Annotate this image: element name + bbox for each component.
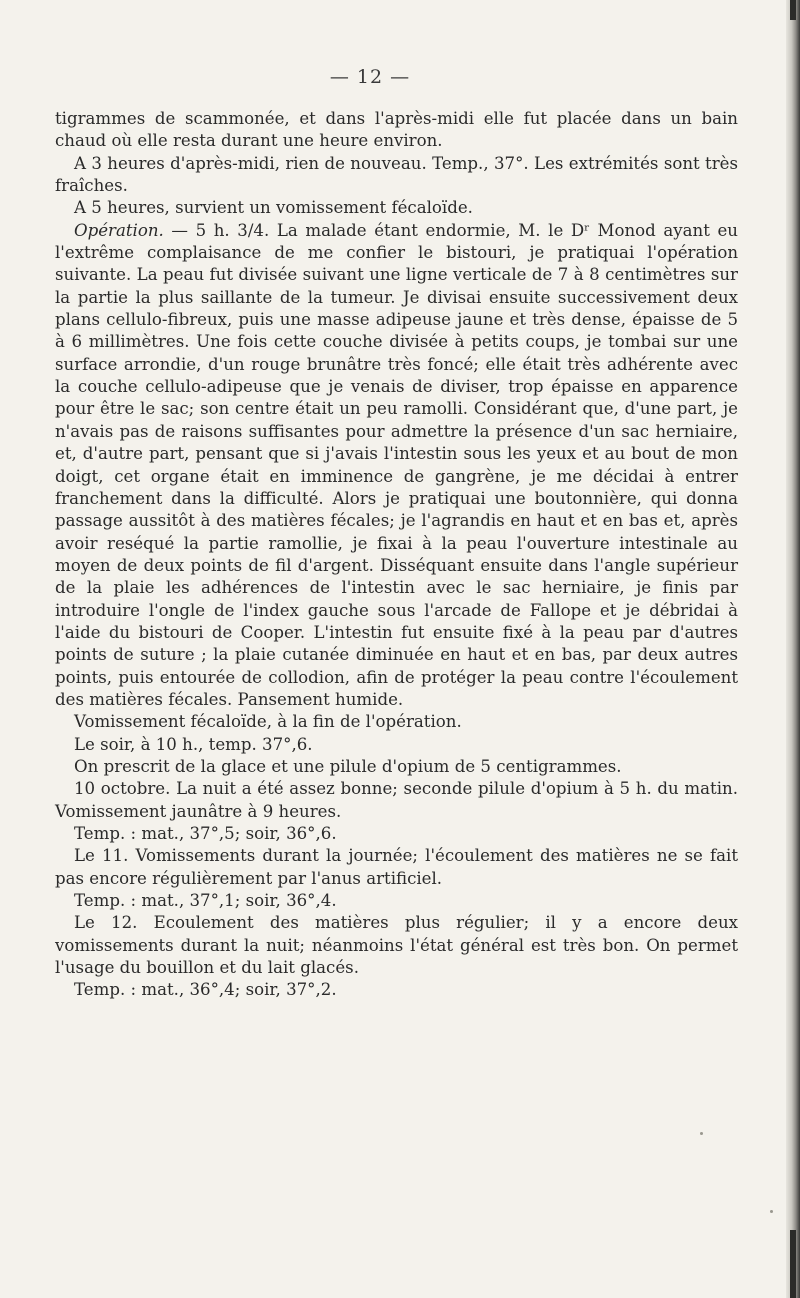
page-number: — 12 —	[329, 66, 411, 88]
operation-heading: Opération.	[74, 220, 164, 240]
paragraph: On prescrit de la glace et une pilule d'opium de 5 centigrammes.	[74, 756, 622, 776]
paragraph: Temp. : mat., 37°,1; soir, 36°,4.	[74, 891, 337, 911]
page-binding-edge	[786, 0, 800, 1298]
paragraph: Le 11. Vomissements durant la journée; l'écoulement des matières ne se fait pas encore régulièrement par l'anus artificiel.	[55, 846, 738, 888]
edge-shadow-band	[790, 0, 796, 20]
paragraph: tigrammes de scammonée, et dans l'après-midi elle fut placée dans un bain chaud où elle resta durant une heure environ.	[55, 109, 738, 151]
paragraph: A 5 heures, survient un vomissement fécaloïde.	[74, 198, 473, 218]
paragraph: Temp. : mat., 36°,4; soir, 37°,2.	[74, 980, 337, 1000]
paper-speck	[700, 1132, 703, 1135]
paper-speck	[770, 1210, 773, 1213]
paragraph: Le 12. Ecoulement des matières plus régulier; il y a encore deux vomissements durant la nuit; néanmoins l'état général est très bon. On permet l'usage du bouillon et du lait glacés.	[55, 913, 738, 978]
paragraph: A 3 heures d'après-midi, rien de nouveau. Temp., 37°. Les extrémités sont très fraîches.	[55, 153, 738, 196]
paragraph: Le soir, à 10 h., temp. 37°,6.	[74, 734, 313, 754]
body-text	[55, 108, 738, 1002]
paragraph: Vomissement fécaloïde, à la fin de l'opération.	[74, 712, 462, 732]
operation-text: — 5 h. 3/4. La malade étant endormie, M. le Dʳ Monod ayant eu l'extrême complaisance de me confier le bistouri, je pratiquai l'opération suivante. La peau fut divisée suivant une ligne verticale de 7 à 8 centimètres sur la partie la plus saillante de la tumeur. Je divisai ensuite successivement deux plans cellulo-fibreux, puis une masse adipeuse jaune et très dense, épaisse de 5 à 6 millimètres. Une fois cette couche divisée à petits coups, je tombai sur une surface arrondie, d'un rouge brunâtre très foncé; elle était très adhérente avec la couche cellulo-adipeuse que je venais de diviser, trop épaisse en apparence pour être le sac; son centre était un peu ramolli. Considérant que, d'une part, je n'avais pas de raisons suffisantes pour admettre la présence d'un sac herniaire, et, d'autre part, pensant que si j'avais l'intestin sous les yeux et au bout de mon doigt, cet organe était en imminence de gangrène, je me décidai à entrer franchement dans la difficulté. Alors je pratiquai une boutonnière, qui donna passage aussitôt à des matières fécales; je l'agrandis en haut et en bas et, après avoir reséqué la partie ramollie, je fixai à la peau l'ouverture intestinale au moyen de deux points de fil d'argent. Disséquant ensuite dans l'angle supérieur de la plaie les adhérences de l'intestin avec le sac herniaire, je finis par introduire l'ongle de l'index gauche sous l'arcade de Fallope et je débridai à l'aide du bistouri de Cooper. L'intestin fut ensuite fixé à la peau par d'autres points de suture ; la plaie cutanée diminuée en haut et en bas, par deux autres points, puis entourée de collodion, afin de protéger la peau contre l'écoulement des matières fécales. Pansement humide.	[55, 220, 738, 709]
paragraph: 10 octobre. La nuit a été assez bonne; seconde pilule d'opium à 5 h. du matin. Vomissement jaunâtre à 9 heures.	[55, 779, 738, 821]
paragraph: Temp. : mat., 37°,5; soir, 36°,6.	[74, 824, 337, 843]
paragraph-operation	[55, 220, 738, 712]
edge-shadow-band	[790, 1230, 796, 1298]
